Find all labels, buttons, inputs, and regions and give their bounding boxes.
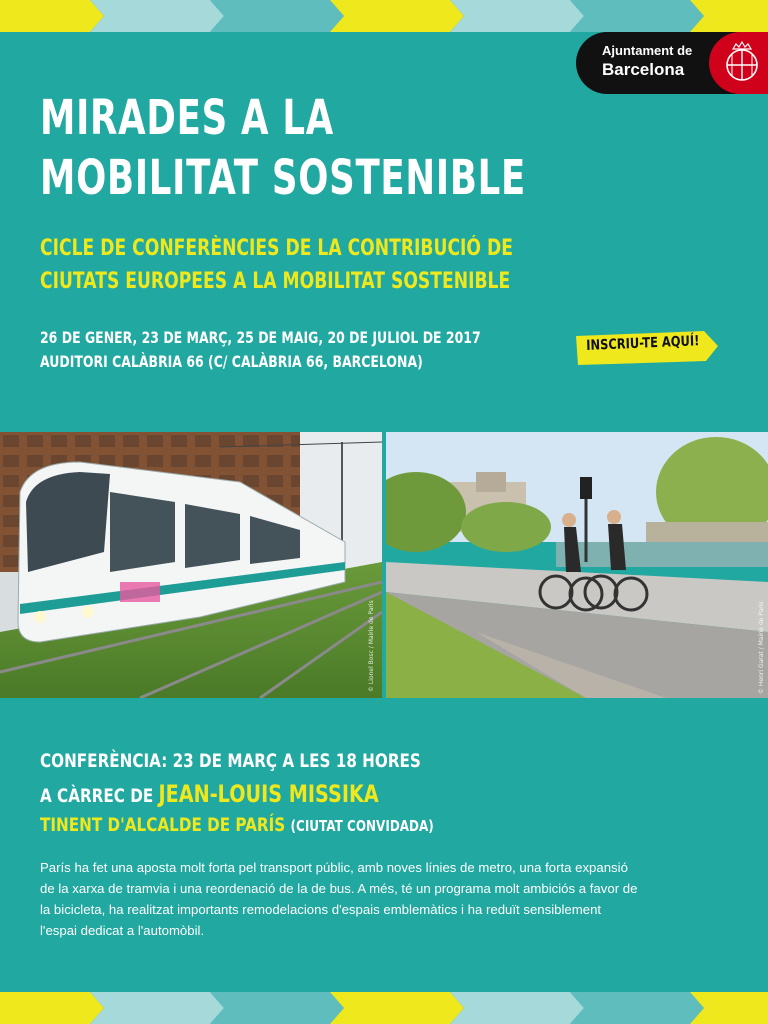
logo-text-line2: Barcelona [602, 60, 685, 79]
title-line2: MOBILITAT SOSTENIBLE [40, 150, 527, 206]
cyclists-photo [386, 432, 768, 698]
subtitle-line2: CIUTATS EUROPEES A LA MOBILITAT SOSTENIBLE [40, 269, 511, 294]
register-button-label: INSCRIU-TE AQUÍ! [586, 333, 700, 354]
conference-speaker-line [40, 780, 379, 808]
tram-photo [0, 432, 382, 698]
conference-description: París ha fet una aposta molt forta pel transport públic, amb noves línies de metro, una forta expansió de la xarxa de tramvia i una reordenació de la de bus. A més, té un programa molt ambiciós a favor de la bicicleta, ha realitzat importants remodelacions d'espais emblemàtics i ha reduït sensiblement l'espai dedicat a l'automòbil. [40, 860, 638, 938]
register-button[interactable] [576, 331, 718, 365]
ajuntament-barcelona-logo[interactable] [576, 32, 768, 94]
speaker-name: JEAN-LOUIS MISSIKA [158, 780, 379, 808]
speaker-role-note: (CIUTAT CONVIDADA) [290, 817, 434, 835]
event-venue: AUDITORI CALÀBRIA 66 (C/ CALÀBRIA 66, BARCELONA) [40, 352, 423, 371]
barcelona-shield-icon [709, 32, 768, 94]
logo-text-line1: Ajuntament de [602, 43, 693, 58]
speaker-role-line [40, 814, 434, 836]
left-photo-credit: © Lionel Bosc / Mairie de Paris [368, 600, 375, 692]
right-photo-credit: © Henri Garat / Mairie de Paris [758, 601, 765, 694]
event-dates: 26 DE GENER, 23 DE MARÇ, 25 DE MAIG, 20 DE JULIOL DE 2017 [40, 328, 481, 347]
subtitle [40, 232, 513, 298]
subtitle-line1: CICLE DE CONFERÈNCIES DE LA CONTRIBUCIÓ DE [40, 236, 513, 261]
event-info [40, 326, 481, 374]
conference-date: CONFERÈNCIA: 23 DE MARÇ A LES 18 HORES [40, 750, 421, 772]
top-chevron-band [0, 0, 768, 32]
speaker-prefix: A CÀRREC DE [40, 785, 154, 807]
page-title [40, 88, 526, 208]
title-line1: MIRADES A LA [40, 90, 334, 146]
speaker-role: TINENT D'ALCALDE DE PARÍS [40, 814, 286, 836]
bottom-chevron-band [0, 992, 768, 1024]
